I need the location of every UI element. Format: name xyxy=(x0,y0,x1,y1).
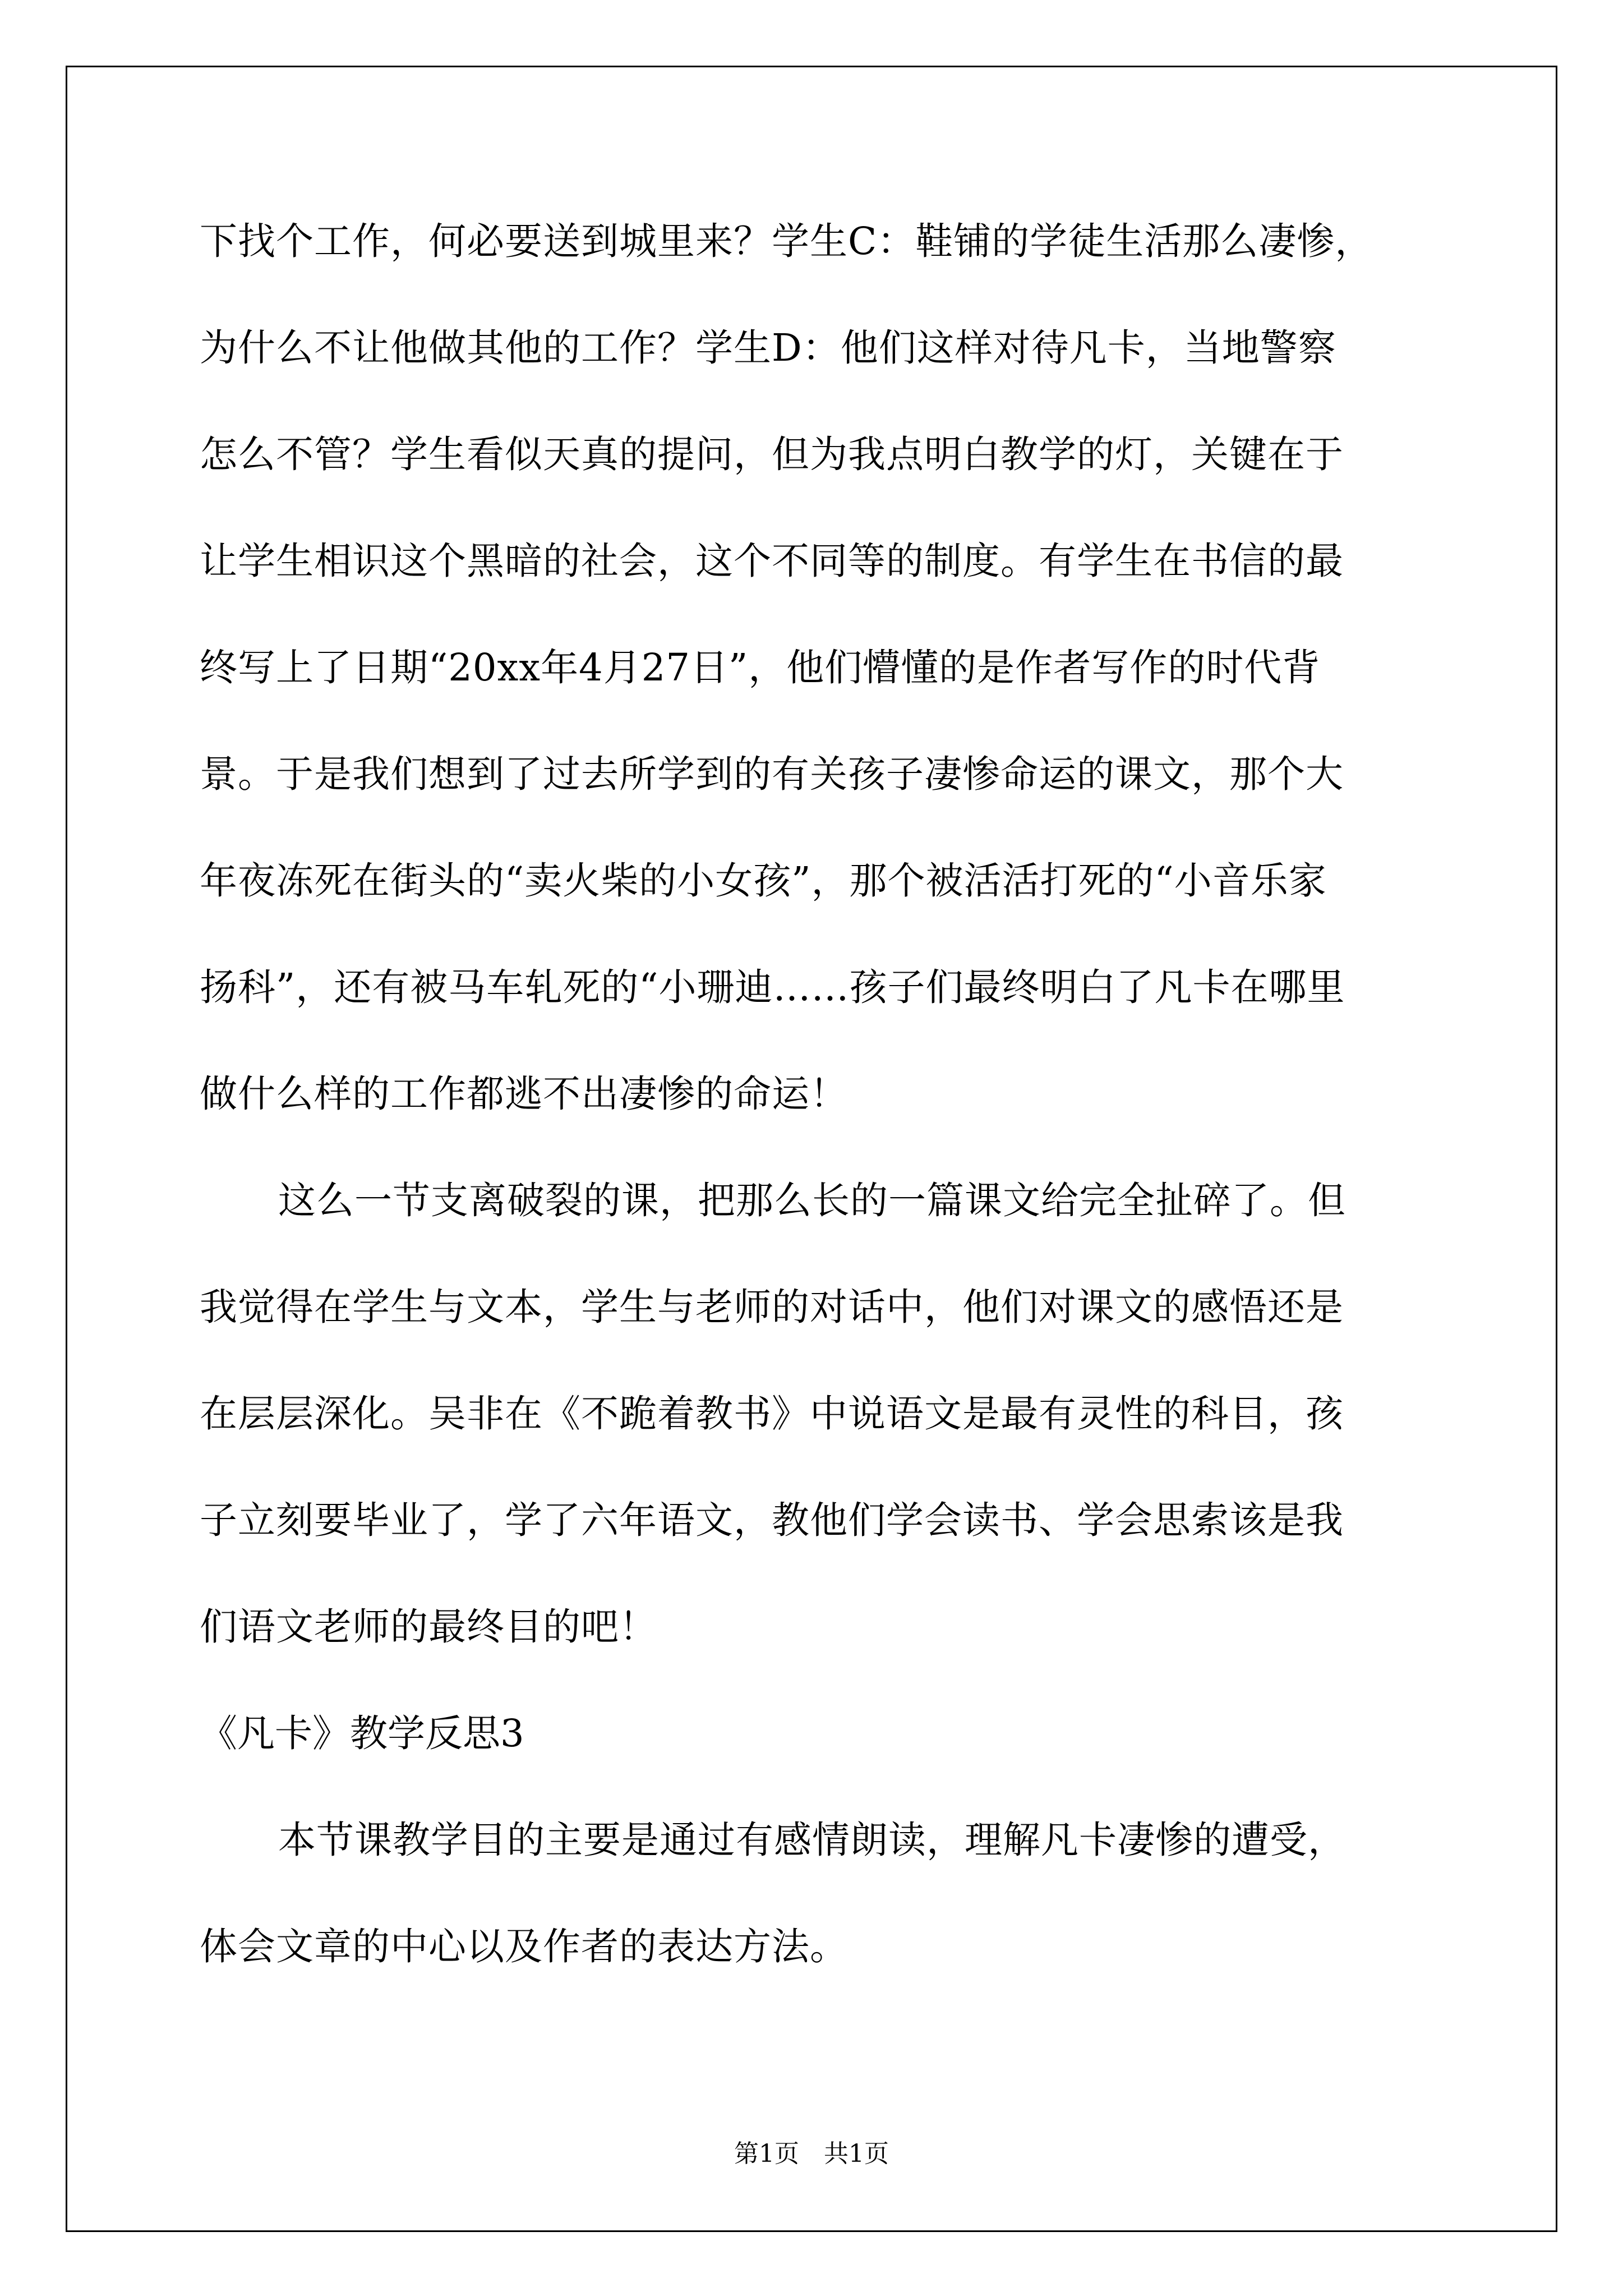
text-line: 年夜冻死在街头的“卖火柴的小女孩”，那个被活活打死的“小音乐家 xyxy=(200,859,1327,903)
paragraph-first-line: 本节课教学目的主要是通过有感情朗读，理解凡卡凄惨的遭受， xyxy=(278,1818,1346,1862)
text-line: 扬科”，还有被马车轧死的“小珊迪……孩子们最终明白了凡卡在哪里 xyxy=(200,965,1345,1009)
section-heading: 《凡卡》教学反思3 xyxy=(200,1711,524,1755)
paragraph-first-line: 这么一节支离破裂的课，把那么长的一篇课文给完全扯碎了。但 xyxy=(278,1179,1346,1222)
text-line: 们语文老师的最终目的吧！ xyxy=(200,1605,657,1649)
text-line: 怎么不管？学生看似天真的提问，但为我点明白教学的灯，关键在于 xyxy=(200,432,1344,476)
document-body xyxy=(200,213,1433,2025)
text-line: 做什么样的工作都逃不出凄惨的命运！ xyxy=(200,1072,848,1116)
text-line: 为什么不让他做其他的工作？学生D：他们这样对待凡卡，当地警察 xyxy=(200,326,1336,370)
text-line: 让学生相识这个黑暗的社会，这个不同等的制度。有学生在书信的最 xyxy=(200,539,1344,583)
text-line: 体会文章的中心以及作者的表达方法。 xyxy=(200,1925,848,1968)
text-line: 在层层深化。吴非在《不跪着教书》中说语文是最有灵性的科目，孩 xyxy=(200,1392,1344,1435)
text-line: 我觉得在学生与文本，学生与老师的对话中，他们对课文的感悟还是 xyxy=(200,1285,1344,1329)
text-line: 下找个工作，何必要送到城里来？学生C：鞋铺的学徒生活那么凄惨， xyxy=(200,219,1373,263)
text-line: 子立刻要毕业了，学了六年语文，教他们学会读书、学会思索该是我 xyxy=(200,1498,1344,1542)
text-line: 终写上了日期“20xx年4月27日”，他们懵懂的是作者写作的时代背 xyxy=(200,646,1321,689)
page-footer: 第1页 共1页 xyxy=(734,2139,889,2168)
text-line: 景。于是我们想到了过去所学到的有关孩子凄惨命运的课文，那个大 xyxy=(200,752,1344,796)
